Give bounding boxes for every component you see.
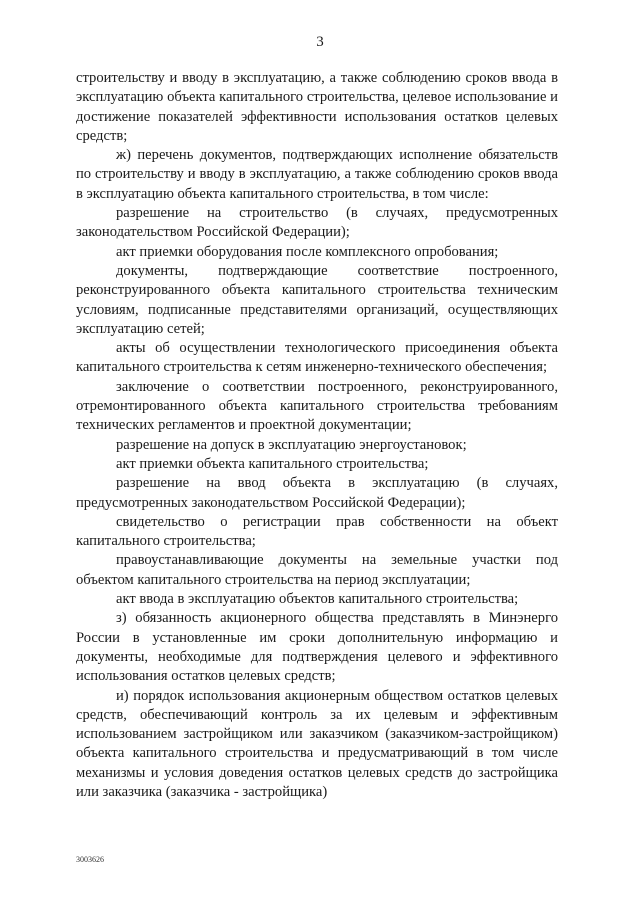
paragraph: документы, подтверждающие соответствие построенного, реконструированного объекта капитального строительства техническим условиям, подписанные представителями организаций, осуществляющих эксплуатацию сетей; xyxy=(76,262,558,337)
paragraph: з) обязанность акционерного общества представлять в Минэнерго России в установленные им сроки дополнительную информацию и документы, необходимые для подтверждения целевого и эффективного использования остатков целевых средств; xyxy=(76,610,558,685)
paragraph: акт приемки объекта капитального строительства; xyxy=(116,455,429,472)
paragraph: разрешение на ввод объекта в эксплуатацию (в случаях, предусмотренных законодательством Российской Федерации); xyxy=(76,475,558,511)
paragraph: строительству и вводу в эксплуатацию, а также соблюдению сроков ввода в эксплуатацию объекта капитального строительства, целевое использование и достижение показателей эффективности использования остатков целевых средств; xyxy=(76,70,558,144)
document-body xyxy=(76,69,558,802)
paragraph: разрешение на строительство (в случаях, предусмотренных законодательством Российской Федерации); xyxy=(76,205,558,241)
document-code: 3003626 xyxy=(76,855,104,864)
paragraph: ж) перечень документов, подтверждающих исполнение обязательств по строительству и вводу в эксплуатацию, а также соблюдению сроков ввода в эксплуатацию объекта капитального строительства, в том числе: xyxy=(76,147,558,202)
paragraph: и) порядок использования акционерным обществом остатков целевых средств, обеспечивающий контроль за их целевым и эффективным использованием застройщиком или заказчиком (заказчиком-застройщиком) объекта капитального строительства и предусматривающий в том числе механизмы и условия доведения остатков целевых средств до застройщика или заказчика (заказчика - застройщика) xyxy=(76,687,558,800)
paragraph: акты об осуществлении технологического присоединения объекта капитального строительства к сетям инженерно-технического обеспечения; xyxy=(76,340,558,376)
paragraph: заключение о соответствии построенного, реконструированного, отремонтированного объекта капитального строительства требованиям технических регламентов и проектной документации; xyxy=(76,378,558,434)
page-number: 3 xyxy=(316,34,324,50)
paragraph: свидетельство о регистрации прав собственности на объект капитального строительства; xyxy=(76,513,558,550)
paragraph: разрешение на допуск в эксплуатацию энергоустановок; xyxy=(116,436,467,453)
paragraph: акт ввода в эксплуатацию объектов капитального строительства; xyxy=(116,591,519,608)
paragraph: акт приемки оборудования после комплексного опробования; xyxy=(116,243,499,260)
paragraph: правоустанавливающие документы на земельные участки под объектом капитального строительства на период эксплуатации; xyxy=(76,552,558,588)
